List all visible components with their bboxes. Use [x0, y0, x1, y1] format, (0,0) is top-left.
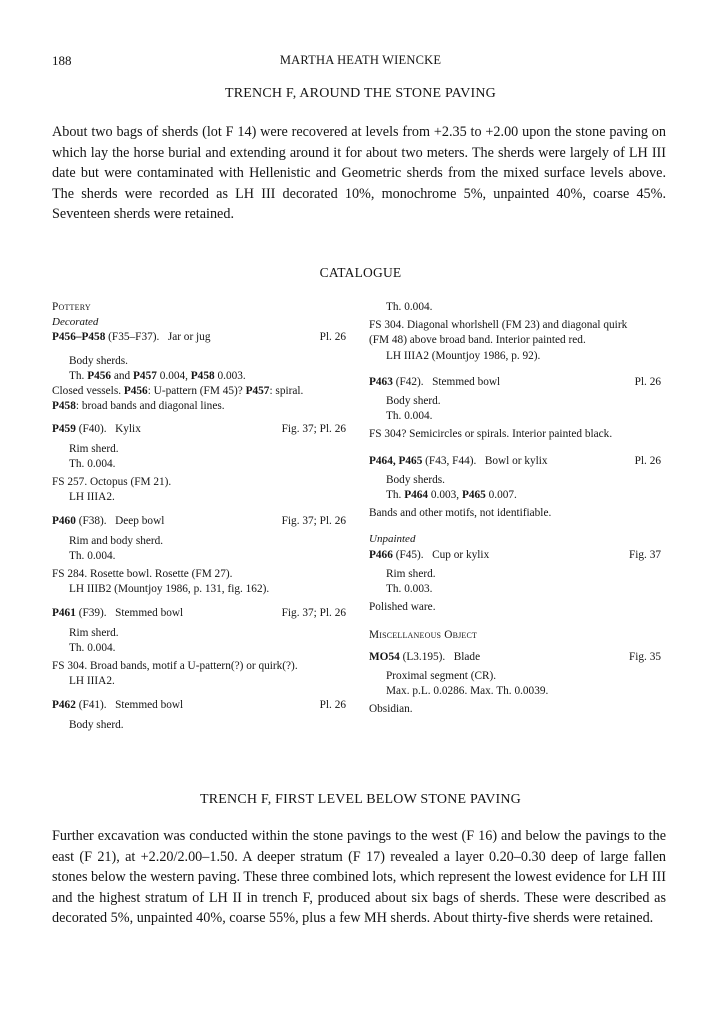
entry-p464-p465 — [369, 454, 661, 522]
entry-thickness: Th. P456 and P457 0.004, P458 0.003. — [69, 369, 246, 382]
entry-ref: (F42). — [395, 375, 424, 388]
entry-plate: Fig. 35 — [628, 650, 661, 663]
entry-plate: Fig. 37 — [628, 548, 661, 561]
entry-thickness: Th. 0.004. — [69, 549, 116, 562]
entry-date: LH IIIB2 (Mountjoy 1986, p. 131, fig. 162). — [69, 583, 270, 596]
entry-description: Rim sherd. — [386, 567, 436, 580]
entry-id: P456–P458 — [52, 331, 106, 344]
entry-ref: (F39). — [78, 607, 107, 620]
entry-note: Polished ware. — [369, 601, 436, 614]
entry-ref: (F38). — [78, 515, 107, 528]
entry-heading — [52, 514, 346, 529]
entry-p461 — [52, 606, 346, 689]
entry-ref: (F45). — [395, 548, 424, 561]
pottery-label: Pottery — [52, 301, 91, 313]
entry-type: Cup or kylix — [432, 548, 490, 561]
entry-id: P461 — [52, 607, 76, 620]
entry-id: P460 — [52, 515, 76, 528]
entry-type: Blade — [453, 650, 481, 663]
entry-thickness: Th. 0.004. — [69, 457, 116, 470]
entry-thickness: Th. 0.004. — [69, 641, 116, 654]
entry-thickness: Th. 0.004. — [386, 410, 433, 423]
entry-description: Body sherds. — [386, 473, 445, 486]
entry-description: Body sherds. — [69, 354, 128, 367]
entry-plate: Pl. 26 — [319, 699, 346, 712]
entry-p460 — [52, 514, 346, 597]
entry-id: P464, P465 — [369, 454, 423, 467]
entry-heading — [369, 375, 661, 390]
entry-type: Stemmed bowl — [115, 699, 184, 712]
continued-note: FS 304. Diagonal whorlshell (FM 23) and diagonal quirk — [369, 319, 628, 332]
entry-heading — [52, 422, 346, 437]
entry-type: Bowl or kylix — [484, 454, 548, 467]
entry-id: P459 — [52, 423, 76, 436]
catalogue-left-column — [52, 300, 346, 733]
entry-p466 — [369, 548, 661, 616]
paragraph-below-paving: Further excavation was conducted within the stone pavings to the west (F 16) and below the pavings to the east (F 21), at +2.20/2.00–1.50. A deeper stratum (F 17) revealed a layer 0.20–0.30 deep of large fallen stones below the western paving. These three combined lots, which represent the lowest evidence for LH III and the highest stratum of LH II in trench F, produced about six bags of sherds. These were described as decorated 5%, unpainted 40%, coarse 55%, plus a few MH sherds. About thirty-five sherds were retained. — [52, 828, 666, 926]
entry-plate: Fig. 37; Pl. 26 — [281, 515, 346, 528]
entry-plate: Pl. 26 — [634, 375, 661, 388]
entry-p462 — [52, 698, 346, 732]
entry-id: P466 — [369, 548, 393, 561]
entry-heading — [52, 606, 346, 621]
entry-heading — [52, 330, 346, 345]
entry-description: Rim sherd. — [69, 442, 119, 455]
entry-description: Body sherd. — [386, 395, 441, 408]
entry-dimensions: Max. p.L. 0.0286. Max. Th. 0.0039. — [386, 685, 549, 698]
entry-plate: Pl. 26 — [634, 454, 661, 467]
entry-note: FS 284. Rosette bowl. Rosette (FM 27). — [52, 568, 233, 581]
entry-note: FS 304. Broad bands, motif a U-pattern(?) or quirk(?). — [52, 660, 298, 673]
section-heading-around-paving: TRENCH F, AROUND THE STONE PAVING — [224, 86, 496, 101]
entry-p456-p458 — [52, 330, 346, 414]
paragraph-around-paving: About two bags of sherds (lot F 14) were recovered at levels from +2.35 to +2.00 upon the stone paving on which lay the horse burial and extending around it for about two meters. The sherds were largely of LH III date but were contaminated with Hellenistic and Geometric sherds from the mixed surface levels above. The sherds were recorded as LH III decorated 10%, monochrome 5%, unpainted 40%, coarse 45%. Seventeen sherds were retained. — [52, 124, 666, 222]
entry-description: Rim sherd. — [69, 626, 119, 639]
entry-ref: (F41). — [78, 699, 107, 712]
entry-description: Rim and body sherd. — [69, 534, 164, 547]
entry-type: Kylix — [115, 423, 141, 436]
unpainted-label: Unpainted — [369, 533, 416, 546]
entry-id: P462 — [52, 699, 76, 712]
entry-ref: (L3.195). — [402, 650, 446, 663]
entry-note: Closed vessels. P456: U-pattern (FM 45)? P457: spiral. — [52, 385, 304, 398]
entry-note: Bands and other motifs, not identifiable. — [369, 507, 552, 520]
entry-heading — [369, 454, 661, 469]
page-number: 188 — [52, 53, 72, 68]
catalogue-heading: CATALOGUE — [319, 265, 402, 280]
entry-ref: (F35–F37). — [108, 331, 160, 344]
entry-note: FS 257. Octopus (FM 21). — [52, 476, 172, 489]
continued-note-line2: (FM 48) above broad band. Interior painted red. — [369, 334, 586, 347]
entry-heading — [369, 548, 661, 563]
decorated-label: Decorated — [52, 316, 99, 329]
entry-p459 — [52, 422, 346, 505]
entry-id: MO54 — [369, 650, 400, 663]
entry-type: Jar or jug — [167, 331, 211, 344]
entry-heading — [52, 698, 346, 713]
continued-thickness: Th. 0.004. — [386, 301, 433, 313]
catalogue-right-column — [369, 300, 661, 717]
entry-p463 — [369, 375, 661, 443]
entry-description: Body sherd. — [69, 718, 124, 731]
entry-date: LH IIIA2. — [69, 675, 115, 688]
entry-plate: Fig. 37; Pl. 26 — [281, 423, 346, 436]
entry-thickness: Th. 0.003. — [386, 583, 433, 596]
running-head: MARTHA HEATH WIENCKE — [279, 53, 442, 67]
entry-plate: Fig. 37; Pl. 26 — [281, 607, 346, 620]
entry-heading — [369, 650, 661, 665]
section-heading-below-paving: TRENCH F, FIRST LEVEL BELOW STONE PAVING — [199, 792, 521, 807]
entry-type: Deep bowl — [115, 515, 165, 528]
entry-ref: (F40). — [78, 423, 107, 436]
entry-mo54 — [369, 650, 661, 718]
entry-note-cont: P458: broad bands and diagonal lines. — [52, 400, 225, 413]
page-header — [52, 53, 669, 71]
entry-type: Stemmed bowl — [115, 607, 184, 620]
entry-ref: (F43, F44). — [425, 454, 477, 467]
continued-date: LH IIIA2 (Mountjoy 1986, p. 92). — [386, 349, 541, 362]
entry-thickness: Th. P464 0.003, P465 0.007. — [386, 489, 517, 502]
miscellaneous-object-label: Miscellaneous Object — [369, 629, 478, 642]
entry-note: Obsidian. — [369, 703, 413, 716]
entry-note: FS 304? Semicircles or spirals. Interior painted black. — [369, 428, 613, 441]
entry-id: P463 — [369, 375, 393, 388]
entry-description: Proximal segment (CR). — [386, 669, 497, 682]
entry-date: LH IIIA2. — [69, 491, 115, 504]
entry-plate: Pl. 26 — [319, 331, 346, 344]
entry-type: Stemmed bowl — [432, 375, 501, 388]
